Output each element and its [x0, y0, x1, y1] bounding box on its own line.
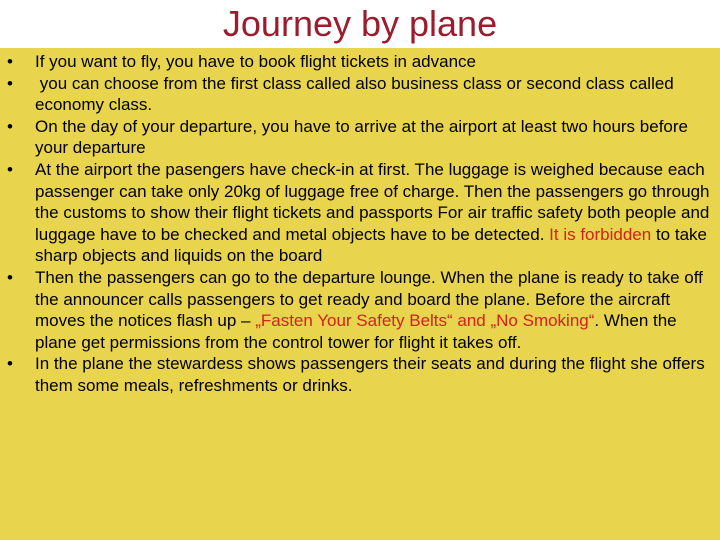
bullet-item-1 [0, 51, 716, 73]
bullet-text: Then the passengers can go to the departure lounge. When the plane is ready to take off the announcer calls passengers to get ready and board the plane. Before the aircraft moves the notices flash up – [35, 267, 703, 331]
bullet-text-cont: to take sharp objects and liquids on the board [35, 224, 707, 266]
bullet-item-6 [0, 353, 716, 396]
bullet-icon: • [7, 73, 13, 93]
bullet-icon: • [7, 354, 13, 374]
highlight-forbidden: It is forbidden [549, 224, 652, 244]
bullet-item-5 [0, 267, 716, 353]
bullet-text: In the plane the stewardess shows passengers their seats and during the flight she offers them some meals, refreshments or drinks. [35, 354, 705, 395]
bullet-text: If you want to fly, you have to book flight tickets in advance [35, 52, 476, 71]
bullet-text: On the day of your departure, you have to arrive at the airport at least two hours before your departure [35, 116, 688, 158]
bullet-icon: • [7, 116, 13, 136]
bullet-item-2 [0, 73, 716, 116]
title-bar [0, 0, 720, 48]
bullet-item-4 [0, 159, 716, 267]
highlight-notices: „Fasten Your Safety Belts“ and „No Smoking“ [255, 311, 595, 331]
bullet-icon: • [7, 52, 13, 71]
slide-content [0, 48, 720, 540]
bullet-text: you can choose from the first class called also business class or second class called economy class. [35, 73, 679, 115]
bullet-item-3 [0, 116, 716, 159]
bullet-icon: • [7, 159, 13, 179]
bullet-icon: • [7, 267, 13, 287]
bullet-text: At the airport the pasengers have check-in at first. The luggage is weighed because each passenger can take only 20kg of luggage free of charge. Then the passengers go through the customs to show their flight tickets and passports For air traffic safety both people and luggage have to be checked and metal objects have to be detected. [35, 159, 710, 244]
bullet-text-cont: . When the plane get permissions from the control tower for flight it takes off. [35, 311, 677, 352]
slide-title: Journey by plane [222, 3, 498, 44]
bullet-list [0, 51, 716, 397]
